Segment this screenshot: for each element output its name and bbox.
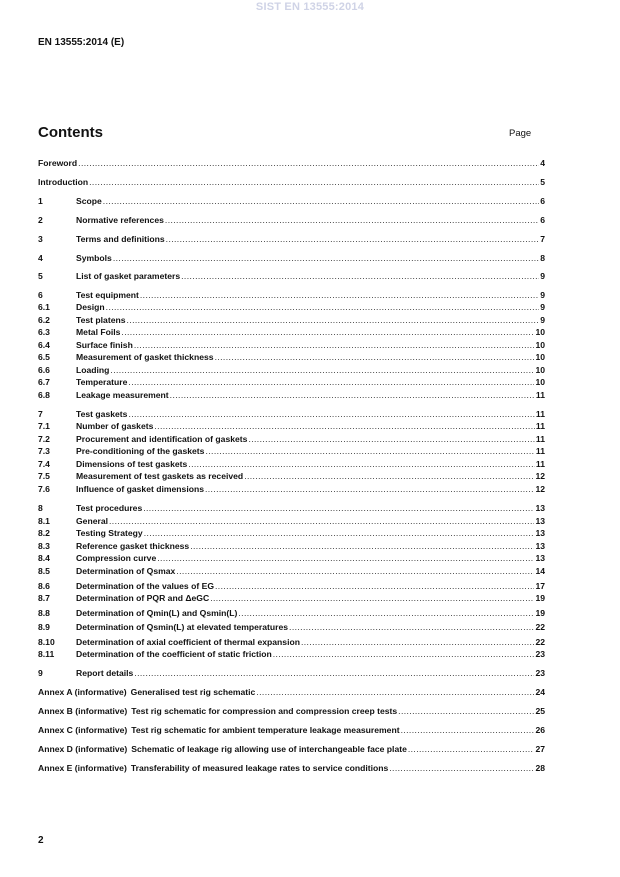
toc-entry-page: 11 [535,434,545,444]
toc-entry-number: 6.8 [38,390,50,400]
toc-entry-title: Generalised test rig schematic [130,687,256,697]
toc-entry[interactable] [38,540,545,552]
toc-leader-dots [244,471,534,482]
toc-entry[interactable] [38,339,545,351]
toc-leader-dots [106,302,540,313]
toc-entry-number: 8.1 [38,516,50,526]
page-number: 2 [38,835,44,846]
toc-entry-number: 7.2 [38,434,50,444]
toc-entry-page: 19 [535,608,545,618]
toc-entry[interactable] [38,705,545,717]
contents-title: Contents [38,124,103,141]
toc-entry-title: Terms and definitions [76,234,165,244]
toc-entry-page: 11 [535,446,545,456]
toc-leader-dots [181,271,539,282]
toc-entry-title: Compression curve [76,553,157,563]
toc-leader-dots [289,622,534,633]
toc-entry-page: 11 [535,459,545,469]
toc-entry-page: 24 [535,687,545,697]
toc-entry-title: Measurement of test gaskets as received [76,471,244,481]
toc-entry-title: Testing Strategy [76,528,143,538]
toc-entry-page: 6 [540,215,545,225]
toc-leader-dots [205,446,534,457]
toc-entry-page: 11 [535,421,545,431]
toc-entry-title: Procurement and identification of gaskets [76,434,248,444]
toc-entry[interactable] [38,552,545,564]
toc-leader-dots [128,409,534,420]
toc-entry[interactable] [38,502,545,514]
toc-entry-number: 8.3 [38,541,50,551]
toc-entry-title: Temperature [76,377,128,387]
toc-entry-title: Pre-conditioning of the gaskets [76,446,205,456]
toc-leader-dots [127,315,540,326]
toc-entry-title: Schematic of leakage rig allowing use of interchangeable face plate [131,744,407,754]
toc-entry-number: 8.7 [38,593,50,603]
toc-entry-page: 8 [540,253,545,263]
toc-entry-number: 7.1 [38,421,50,431]
toc-entry[interactable] [38,565,545,577]
toc-leader-dots [398,706,534,717]
toc-entry-title: Report details [76,668,134,678]
toc-entry-page: 13 [535,528,545,538]
toc-entry-number: 6.4 [38,340,50,350]
toc-entry-page: 14 [535,566,545,576]
toc-entry-page: 17 [535,581,545,591]
toc-leader-dots [188,459,535,470]
toc-entry-page: 26 [535,725,545,735]
toc-entry-title: Determination of the values of EG [76,581,214,591]
toc-entry-number: 6.6 [38,365,50,375]
toc-leader-dots [128,377,534,388]
toc-entry-title: List of gasket parameters [76,271,181,281]
toc-entry-page: 10 [535,327,545,337]
toc-entry-number: 6.7 [38,377,50,387]
toc-entry-title: Loading [76,365,110,375]
toc-entry-page: 7 [540,234,545,244]
toc-leader-dots [273,649,535,660]
toc-entry-title: Number of gaskets [76,421,154,431]
toc-entry-number: Annex E (informative) [38,763,127,773]
toc-entry-number: 3 [38,234,43,244]
toc-entry-page: 4 [540,158,545,168]
toc-entry-number: Annex A (informative) [38,687,127,697]
toc-entry-page: 22 [535,637,545,647]
toc-leader-dots [389,763,534,774]
toc-entry[interactable] [38,762,545,774]
toc-entry-title: Design [76,302,105,312]
toc-entry-title: Test gaskets [76,409,128,419]
toc-leader-dots [110,365,534,376]
toc-entry-page: 12 [535,471,545,481]
toc-entry-title: Determination of Qsmax [76,566,176,576]
toc-entry-number: 7.4 [38,459,50,469]
toc-entry-title: Symbols [76,253,112,263]
toc-entry[interactable] [38,445,545,457]
toc-leader-dots [165,215,539,226]
toc-entry[interactable] [38,389,545,401]
toc-entry-title: General [76,516,109,526]
toc-leader-dots [215,352,535,363]
toc-entry-page: 25 [535,706,545,716]
toc-entry-page: 28 [535,763,545,773]
toc-leader-dots [301,637,534,648]
toc-entry-page: 10 [535,340,545,350]
toc-leader-dots [170,390,535,401]
toc-entry-title: Test rig schematic for compression and compression creep tests [131,706,398,716]
toc-leader-dots [157,553,534,564]
toc-entry-title: Transferability of measured leakage rates to service conditions [130,763,389,773]
toc-entry[interactable] [38,157,545,169]
toc-entry-number: 1 [38,196,43,206]
toc-entry-title: Measurement of gasket thickness [76,352,214,362]
toc-entry-title: Normative references [76,215,164,225]
toc-entry-number: 8.11 [38,649,55,659]
toc-entry-page: 13 [535,503,545,513]
toc-entry-page: 9 [540,315,545,325]
toc-leader-dots [176,566,534,577]
document-id: EN 13555:2014 (E) [38,37,125,48]
toc-entry-title: Surface finish [76,340,133,350]
toc-entry-page: 5 [540,177,545,187]
toc-entry-number: 6.1 [38,302,50,312]
toc-entry[interactable] [38,515,545,527]
toc-entry-number: 5 [38,271,43,281]
toc-entry-number: 7.3 [38,446,50,456]
page-column-label: Page [509,128,532,139]
toc-leader-dots [113,253,539,264]
toc-leader-dots [103,196,539,207]
toc-entry-title: Test rig schematic for ambient temperature leakage measurement [131,725,400,735]
toc-entry-page: 12 [535,484,545,494]
toc-entry-page: 22 [535,622,545,632]
toc-entry[interactable] [38,289,545,301]
toc-entry-number: 7.6 [38,484,50,494]
toc-entry[interactable] [38,376,545,388]
toc-leader-dots [89,177,539,188]
toc-entry[interactable] [38,592,545,604]
toc-leader-dots [401,725,535,736]
toc-entry-number: 8.4 [38,553,50,563]
toc-leader-dots [154,421,535,432]
toc-entry[interactable] [38,214,545,226]
toc-entry-page: 10 [535,352,545,362]
toc-entry[interactable] [38,176,545,188]
toc-entry[interactable] [38,743,545,755]
toc-entry[interactable] [38,408,545,420]
toc-entry-title: Test platens [76,315,126,325]
toc-entry-title: Test procedures [76,503,143,513]
toc-entry-number: 8.5 [38,566,50,576]
toc-entry-title: Dimensions of test gaskets [76,459,188,469]
toc-entry-number: 8 [38,503,43,513]
toc-entry-number: 2 [38,215,43,225]
toc-leader-dots [109,516,534,527]
toc-entry-title: Determination of Qmin(L) and Qsmin(L) [76,608,238,618]
toc-entry[interactable] [38,686,545,698]
toc-entry[interactable] [38,621,545,633]
toc-leader-dots [210,593,534,604]
toc-entry[interactable] [38,527,545,539]
toc-entry[interactable] [38,420,545,432]
toc-leader-dots [205,484,534,495]
toc-entry-number: 8.6 [38,581,50,591]
toc-entry[interactable] [38,233,545,245]
toc-entry-page: 9 [540,271,545,281]
toc-entry-page: 9 [540,302,545,312]
toc-entry-page: 19 [535,593,545,603]
toc-entry-number: Annex C (informative) [38,725,128,735]
toc-entry[interactable] [38,314,545,326]
toc-entry[interactable] [38,364,545,376]
toc-entry-number: 8.9 [38,622,50,632]
toc-entry-number: 4 [38,253,43,263]
toc-entry-number: 6.3 [38,327,50,337]
toc-leader-dots [134,668,534,679]
toc-entry-page: 13 [535,553,545,563]
toc-entry-page: 9 [540,290,545,300]
toc-entry-page: 23 [535,649,545,659]
toc-entry[interactable] [38,326,545,338]
toc-entry-number: 8.2 [38,528,50,538]
toc-entry[interactable] [38,458,545,470]
toc-entry-page: 10 [535,377,545,387]
toc-entry-number: 8.8 [38,608,50,618]
toc-leader-dots [215,581,534,592]
toc-entry[interactable] [38,270,545,282]
toc-entry[interactable] [38,433,545,445]
toc-leader-dots [134,340,535,351]
toc-leader-dots [140,290,539,301]
toc-leader-dots [166,234,540,245]
toc-leader-dots [190,541,534,552]
toc-leader-dots [238,608,534,619]
toc-entry-number: 6.5 [38,352,50,362]
toc-leader-dots [248,434,534,445]
toc-entry-number: 8.10 [38,637,55,647]
toc-entry-title: Foreword [38,158,78,168]
toc-entry-number: Annex D (informative) [38,744,128,754]
toc-entry-page: 10 [535,365,545,375]
toc-entry-title: Leakage measurement [76,390,169,400]
toc-entry-number: 7 [38,409,43,419]
toc-entry-number: 6 [38,290,43,300]
toc-entry-page: 23 [535,668,545,678]
toc-entry-page: 13 [535,516,545,526]
toc-entry-number: 7.5 [38,471,50,481]
toc-entry[interactable] [38,580,545,592]
toc-entry-title: Determination of Qsmin(L) at elevated temperatures [76,622,289,632]
toc-entry-title: Influence of gasket dimensions [76,484,204,494]
toc-entry-page: 13 [535,541,545,551]
toc-leader-dots [121,327,534,338]
watermark: SIST EN 13555:2014 [255,1,365,13]
toc-leader-dots [143,503,534,514]
toc-entry[interactable] [38,195,545,207]
toc-entry[interactable] [38,667,545,679]
toc-entry[interactable] [38,301,545,313]
toc-entry-page: 11 [535,390,545,400]
toc-entry[interactable] [38,648,545,660]
toc-entry-page: 6 [540,196,545,206]
toc-leader-dots [256,687,534,698]
toc-entry-number: 9 [38,668,43,678]
toc-entry[interactable] [38,470,545,482]
toc-entry-title: Determination of the coefficient of static friction [76,649,272,659]
toc-entry[interactable] [38,252,545,264]
toc-entry-title: Metal Foils [76,327,121,337]
toc-entry[interactable] [38,483,545,495]
toc-entry-number: Annex B (informative) [38,706,128,716]
toc-entry-page: 11 [535,409,545,419]
toc-entry[interactable] [38,724,545,736]
toc-entry-number: 6.2 [38,315,50,325]
toc-entry-title: Determination of axial coefficient of thermal expansion [76,637,300,647]
toc-leader-dots [408,744,535,755]
toc-leader-dots [78,158,539,169]
toc-entry-title: Test equipment [76,290,139,300]
toc-entry-page: 27 [535,744,545,754]
toc-entry-title: Determination of PQR and ΔeGC [76,593,210,603]
toc-entry-title: Introduction [38,177,89,187]
toc-leader-dots [144,528,535,539]
toc-entry[interactable] [38,636,545,648]
toc-entry-title: Reference gasket thickness [76,541,190,551]
toc-entry[interactable] [38,607,545,619]
toc-entry-title: Scope [76,196,102,206]
toc-entry[interactable] [38,351,545,363]
